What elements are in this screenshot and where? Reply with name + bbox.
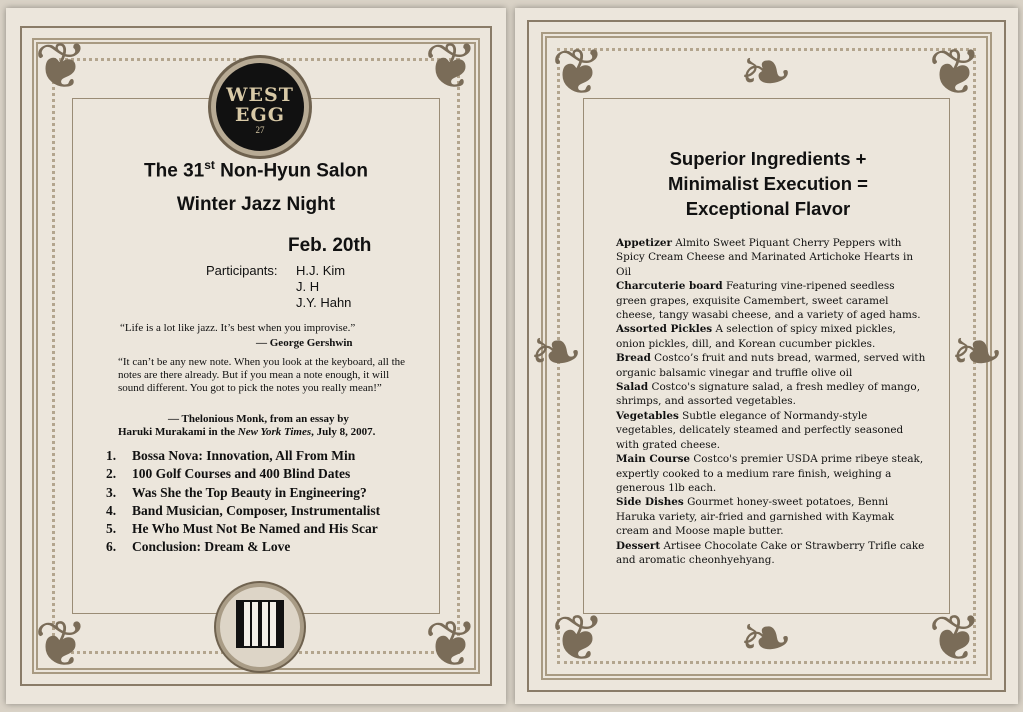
course-label: Bread <box>616 352 651 365</box>
course-description: A selection of spicy mixed pickles, onion pickles, dill, and Korean cucumber pickles. <box>616 323 896 350</box>
course-label: Dessert <box>616 539 661 552</box>
agenda-number: 6. <box>106 539 117 555</box>
menu-item <box>616 495 926 538</box>
salon-title <box>126 158 386 182</box>
agenda-text: 100 Golf Courses and 400 Blind Dates <box>132 466 351 482</box>
flourish-icon: ❦ <box>551 603 605 674</box>
course-label: Charcuterie board <box>616 280 723 293</box>
course-description: Featuring vine-ripened seedless green grapes, exquisite Camembert, sweet caramel cheese, tangy wasabi cheese, and a variety of aged hams. <box>616 280 921 322</box>
quote-author: — George Gershwin <box>256 337 353 349</box>
west-egg-emblem <box>211 58 309 156</box>
agenda-item <box>106 466 416 484</box>
menu-item <box>616 380 926 409</box>
course-label: Vegetables <box>616 409 679 422</box>
agenda-number: 1. <box>106 448 117 463</box>
agenda-text: Was She the Top Beauty in Engineering? <box>132 484 367 500</box>
emblem-line1: WEST <box>226 84 294 106</box>
course-label: Appetizer <box>616 237 672 249</box>
menu-item <box>616 452 926 495</box>
agenda-text: Bossa Nova: Innovation, All From Min <box>132 448 356 463</box>
title-line: Superior Ingredients + <box>669 148 867 169</box>
source-publication: New York Times <box>237 426 312 438</box>
course-description: Costco's signature salad, a fresh medley of mango, shrimps, and assorted vegetables. <box>616 381 920 408</box>
course-label: Assorted Pickles <box>616 323 713 336</box>
event-subtitle: Winter Jazz Night <box>176 194 336 215</box>
qr-code-icon[interactable] <box>238 602 282 646</box>
agenda-text: Band Musician, Composer, Instrumentalist <box>132 502 381 518</box>
course-label: Salad <box>616 381 649 394</box>
agenda-item <box>106 485 416 503</box>
course-label: Side Dishes <box>616 496 684 509</box>
flourish-icon: ❦ <box>34 609 88 680</box>
flourish-icon: ❦ <box>424 31 478 102</box>
title-ordinal: st <box>204 158 215 172</box>
emblem-line2: EGG <box>235 104 285 126</box>
monk-quote: “It can’t be any new note. When you look at the keyboard, all the notes are there already. But if you mean a note enough, it will sound different. You got to pick the notes you really mean!” <box>118 356 406 394</box>
agenda-item <box>106 539 416 557</box>
course-description: Almito Sweet Piquant Cherry Peppers with Spicy Cream Cheese and Marinated Artichoke Hearts in Oil <box>616 237 914 278</box>
agenda-number: 3. <box>106 484 117 500</box>
flourish-icon: ❧ <box>950 317 1004 388</box>
menu-list <box>616 236 926 567</box>
agenda-item <box>106 521 416 539</box>
title-line: Exceptional Flavor <box>685 198 851 219</box>
flourish-icon: ❦ <box>928 37 982 108</box>
menu-item <box>616 236 926 279</box>
flourish-icon: ❦ <box>34 31 88 102</box>
title-suffix: Non-Hyun Salon <box>214 160 368 182</box>
flourish-icon: ❦ <box>928 603 982 674</box>
gershwin-quote: “Life is a lot like jazz. It’s best when you improvise.” <box>120 322 356 334</box>
agenda-text: He Who Must Not Be Named and His Scar <box>132 521 378 537</box>
menu-item <box>616 351 926 380</box>
title-line: Minimalist Execution = <box>668 173 868 194</box>
menu-item <box>616 539 926 568</box>
agenda-number: 5. <box>106 521 117 537</box>
source-prefix: Haruki Murakami in the <box>118 426 238 438</box>
emblem-number: 27 <box>255 125 265 135</box>
course-description: Artisee Chocolate Cake or Strawberry Trifle cake and aromatic cheonhyehyang. <box>616 539 925 566</box>
participants-label: Participants: <box>206 263 278 278</box>
flourish-icon: ❧ <box>739 603 793 674</box>
course-description: Costco’s fruit and nuts bread, warmed, served with organic balsamic vinegar and truffle olive oil <box>616 352 926 379</box>
participant-name: H.J. Kim <box>296 263 346 278</box>
course-description: Costco's premier USDA prime ribeye steak, expertly cooked to a medium rare finish, weighing a generous 1lb each. <box>616 453 924 494</box>
menu-item <box>616 409 926 452</box>
agenda-list <box>106 448 416 558</box>
course-label: Main Course <box>616 453 691 466</box>
title-prefix: The 31 <box>144 160 205 182</box>
flourish-icon: ❦ <box>424 609 478 680</box>
flourish-icon: ❦ <box>551 37 605 108</box>
agenda-item <box>106 448 416 466</box>
quote-source <box>118 426 375 438</box>
quote-attribution: — Thelonious Monk, from an essay by <box>168 413 349 425</box>
agenda-text: Conclusion: Dream & Love <box>132 539 291 555</box>
course-description: Subtle elegance of Normandy-style vegetables, delicately steamed and perfectly seasoned with grated cheese. <box>616 409 904 451</box>
participant-name: J. H <box>296 279 320 294</box>
course-description: Gourmet honey-sweet potatoes, Benni Haruka variety, air-fried and garnished with Kaymak cream and Moose maple butter. <box>616 496 895 538</box>
invitation-card <box>6 8 506 704</box>
menu-title <box>635 146 901 221</box>
agenda-number: 4. <box>106 502 117 518</box>
menu-item <box>616 322 926 351</box>
participant-name: J.Y. Hahn <box>296 295 352 310</box>
flourish-icon: ❧ <box>739 37 793 108</box>
flourish-icon: ❧ <box>529 317 583 388</box>
agenda-number: 2. <box>106 466 117 482</box>
agenda-item <box>106 503 416 521</box>
menu-card <box>515 8 1018 704</box>
menu-item <box>616 279 926 322</box>
event-date: Feb. 20th <box>288 235 372 256</box>
qr-medallion <box>216 583 304 671</box>
source-date: , July 8, 2007. <box>311 426 376 438</box>
